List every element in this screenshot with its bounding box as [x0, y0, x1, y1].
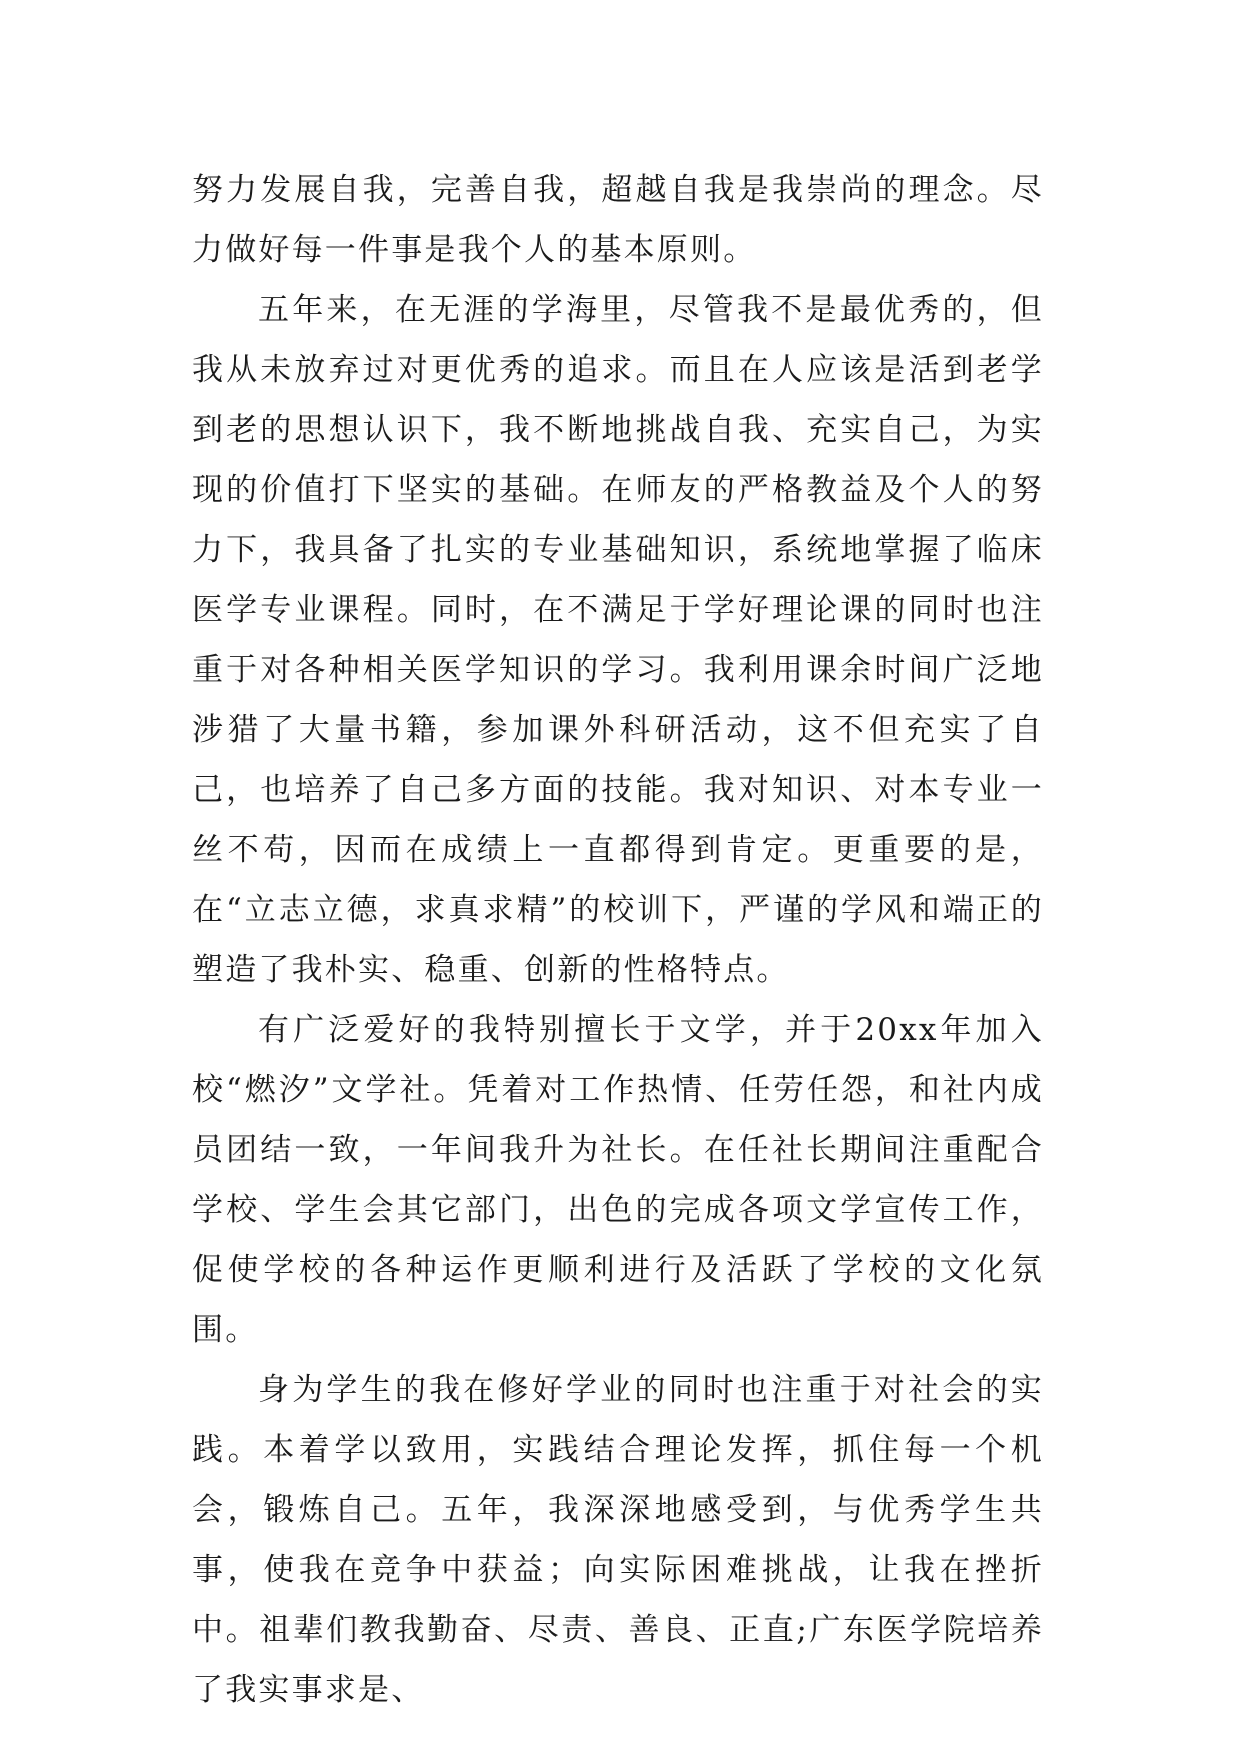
paragraph-2: 五年来，在无涯的学海里，尽管我不是最优秀的，但我从未放弃过对更优秀的追求。而且在人应该是活到老学到老的思想认识下，我不断地挑战自我、充实自己，为实现的价值打下坚实的基础。在师友的严格教益及个人的努力下，我具备了扎实的专业基础知识，系统地掌握了临床医学专业课程。同时，在不满足于学好理论课的同时也注重于对各种相关医学知识的学习。我利用课余时间广泛地涉猎了大量书籍，参加课外科研活动，这不但充实了自己，也培养了自己多方面的技能。我对知识、对本专业一丝不苟，因而在成绩上一直都得到肯定。更重要的是，在“立志立德，求真求精”的校训下，严谨的学风和端正的塑造了我朴实、稳重、创新的性格特点。 — [192, 292, 1044, 988]
document-page — [192, 160, 1044, 1720]
paragraph-1: 努力发展自我，完善自我，超越自我是我崇尚的理念。尽力做好每一件事是我个人的基本原则。 — [192, 172, 1044, 268]
paragraph-3: 有广泛爱好的我特别擅长于文学，并于20xx年加入校“燃汐”文学社。凭着对工作热情、任劳任怨，和社内成员团结一致，一年间我升为社长。在任社长期间注重配合学校、学生会其它部门，出色的完成各项文学宣传工作，促使学校的各种运作更顺利进行及活跃了学校的文化氛围。 — [192, 1012, 1044, 1348]
paragraph-4: 身为学生的我在修好学业的同时也注重于对社会的实践。本着学以致用，实践结合理论发挥，抓住每一个机会，锻炼自己。五年，我深深地感受到，与优秀学生共事，使我在竞争中获益；向实际困难挑战，让我在挫折中。祖辈们教我勤奋、尽责、善良、正直;广东医学院培养了我实事求是、 — [192, 1372, 1044, 1708]
